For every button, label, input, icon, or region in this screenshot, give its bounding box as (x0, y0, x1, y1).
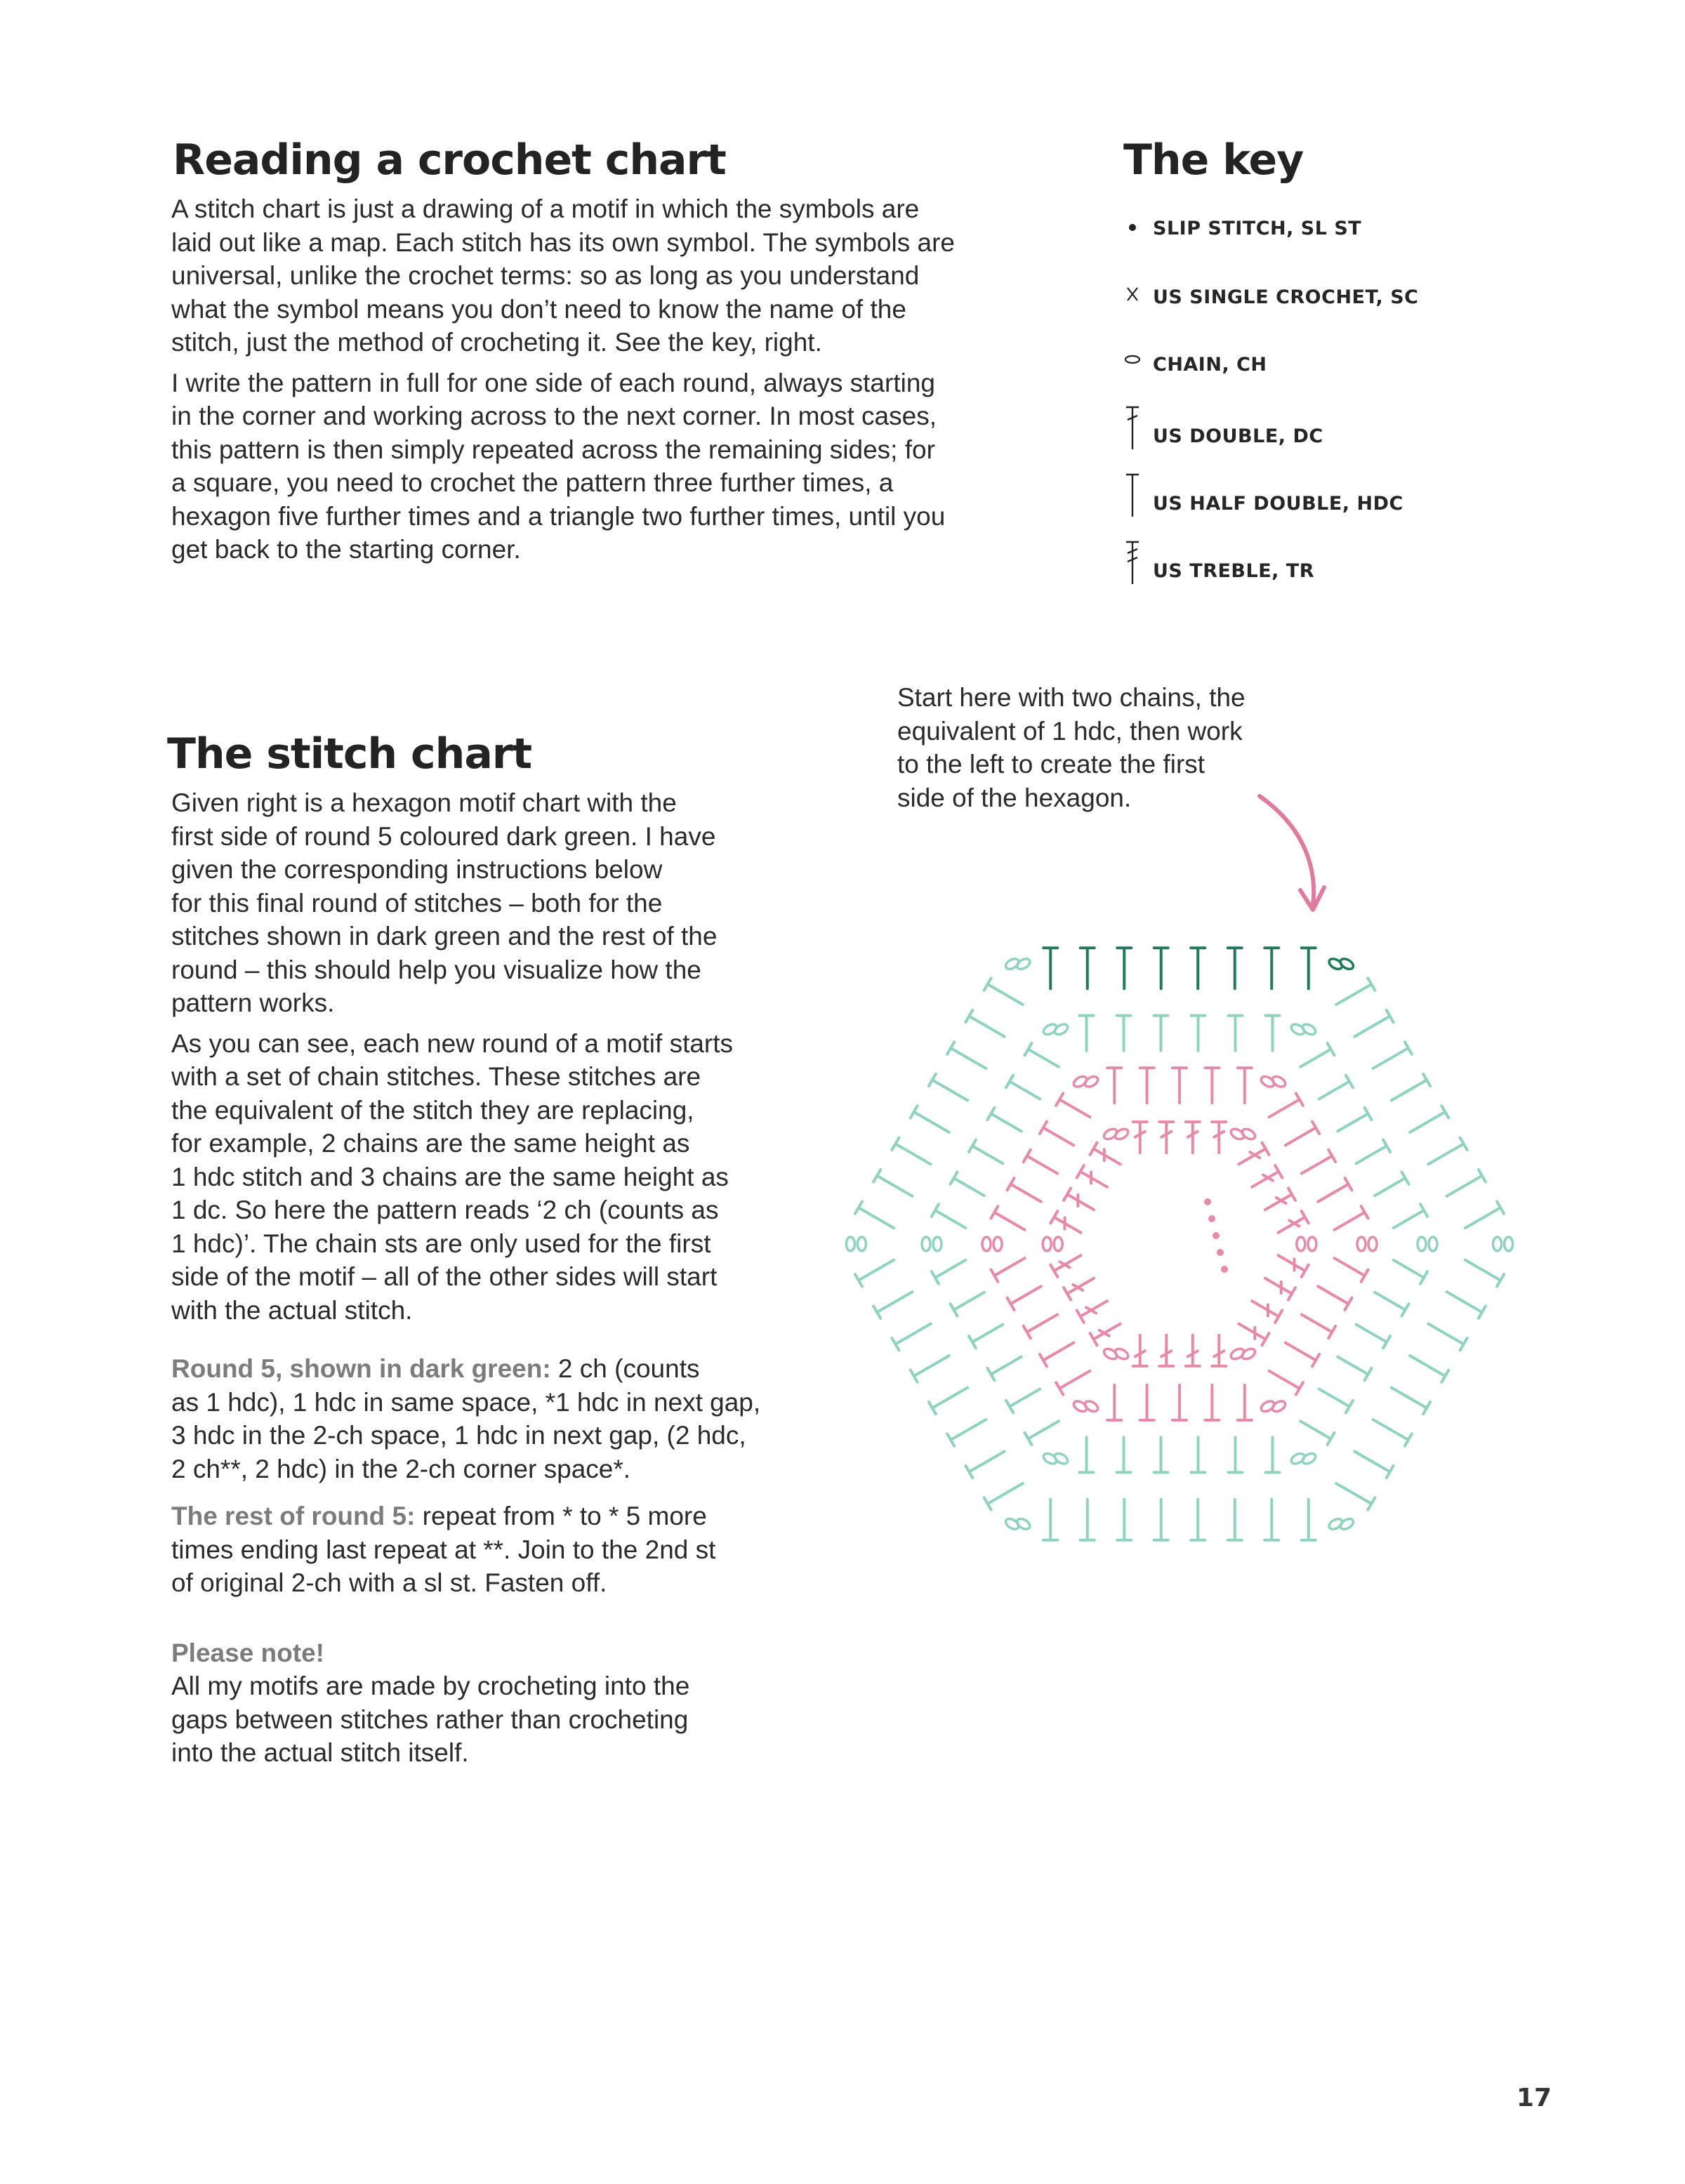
stitch-symbol (1117, 1016, 1131, 1051)
stitch-symbol (1410, 1356, 1448, 1382)
stitch-symbol (1117, 1437, 1131, 1472)
stitch-symbol (1212, 1335, 1226, 1366)
chain-symbol (933, 1237, 941, 1251)
rest-of-round-5: The rest of round 5: repeat from * to * 5 more times ending last repeat at **. Join to the 2nd st of original 2-ch with a sl st. Fasten off. (171, 1502, 716, 1597)
stitch-symbol (1354, 1452, 1393, 1478)
stitch-symbol (873, 1292, 912, 1318)
stitch-symbol (1117, 948, 1131, 988)
stitch-symbol (1373, 1042, 1412, 1068)
stitch-symbol (947, 1042, 986, 1068)
reading-chart-body (171, 192, 986, 574)
stitch-symbol (1140, 1385, 1154, 1420)
slip-stitch-dot (1221, 1266, 1228, 1273)
stitch-symbol (1447, 1292, 1486, 1318)
stitch-symbol (1334, 1206, 1368, 1230)
stitch-symbol (1300, 1421, 1334, 1445)
stitch-symbol (1191, 948, 1205, 988)
stitch-symbol (1024, 1043, 1058, 1067)
key-list (1122, 215, 1473, 594)
page-number: 17 (1516, 2084, 1552, 2112)
stitch-symbol (1081, 1500, 1095, 1540)
stitch-symbol (1354, 1010, 1393, 1037)
stitch-symbol (1107, 1385, 1121, 1420)
stitch-symbol (1077, 1301, 1107, 1323)
stitch-symbol (984, 978, 1023, 1005)
stitch-symbol (1080, 1016, 1094, 1051)
start-here-callout: Start here with two chains, the equivalent of 1 hdc, then work to the left to create the first side of the hexagon. (897, 683, 1245, 812)
chain-symbol (1368, 1237, 1377, 1251)
stitch-symbol (1229, 1016, 1243, 1051)
stitch-symbol (965, 1452, 1004, 1478)
stitch-symbol (1040, 1343, 1073, 1367)
stitch-symbol (950, 1172, 984, 1196)
stitch-symbol (1107, 1068, 1121, 1103)
stitch-symbol (1302, 1314, 1335, 1338)
stitch-symbol (987, 1357, 1021, 1381)
stitch-symbol (1154, 1437, 1168, 1472)
stitch-symbol (1081, 948, 1095, 988)
stitch-symbol (1447, 1170, 1486, 1196)
stitch-symbol (855, 1202, 894, 1229)
stitch-symbol (1394, 1260, 1427, 1284)
stitch-symbol (1154, 1016, 1168, 1051)
stitch-symbol (1080, 1437, 1094, 1472)
stitch-symbol (950, 1292, 984, 1316)
key-item-half-double: US HALF DOUBLE, HDC (1122, 472, 1445, 528)
chain-symbol (1429, 1237, 1437, 1251)
stitch-symbol (1465, 1260, 1504, 1287)
stitch-symbol (991, 1258, 1024, 1282)
stitch-symbol (1077, 1165, 1107, 1187)
stitch-symbol (1186, 1122, 1200, 1153)
stitch-symbol (1337, 1357, 1371, 1381)
stitch-symbol (1043, 948, 1057, 988)
slip-stitch-dot (1212, 1232, 1220, 1239)
stitch-symbol (1043, 1500, 1057, 1540)
stitch-symbol (1319, 1389, 1353, 1413)
chain-symbol (993, 1237, 1002, 1251)
stitch-symbol (1191, 1500, 1205, 1540)
stitch-symbol (1090, 1143, 1121, 1165)
stitch-symbol (1186, 1335, 1200, 1366)
stitch-symbol (1269, 1094, 1303, 1118)
key-title: The key (1123, 135, 1304, 185)
chain-symbol (922, 1237, 930, 1251)
stitch-symbol (1007, 1178, 1040, 1202)
stitch-symbol (1212, 1122, 1226, 1153)
key-item-slip-stitch: SLIP STITCH, SL ST (1122, 215, 1445, 257)
stitch-symbol (1336, 1483, 1375, 1510)
stitch-symbol (1159, 1335, 1173, 1366)
stitch-symbol (1006, 1389, 1040, 1413)
stitch-symbol (991, 1206, 1024, 1230)
stitch-symbol (1238, 1068, 1252, 1103)
stitch-symbol (1172, 1385, 1187, 1420)
double-crochet-icon (1122, 404, 1143, 457)
slip-stitch-dot (1217, 1249, 1224, 1256)
stitch-layer (846, 948, 1512, 1540)
stitch-symbol (1394, 1204, 1427, 1228)
stitch-symbol (929, 1074, 967, 1101)
stitch-symbol (1064, 1189, 1094, 1210)
stitch-symbol (1056, 1094, 1090, 1118)
stitch-symbol (1007, 1286, 1040, 1310)
chain-symbol (846, 1237, 854, 1251)
stitch-symbol (1269, 1371, 1303, 1395)
stitch-symbol (1392, 1388, 1430, 1415)
stitch-symbol (1238, 1385, 1252, 1420)
stitch-symbol (1356, 1140, 1390, 1164)
single-crochet-x-icon (1122, 284, 1143, 311)
stitch-symbol (911, 1106, 949, 1132)
stitch-symbol (1278, 1255, 1309, 1277)
stitch-symbol (1375, 1292, 1408, 1316)
stitch-symbol (1006, 1076, 1040, 1099)
stitch-symbol (1117, 1500, 1131, 1540)
stitch-symbol (1410, 1106, 1448, 1132)
please-note: Please note! All my motifs are made by crocheting into the gaps between stitches rather than crocheting into the actual stitch itself. (171, 1638, 690, 1767)
key-item-chain: CHAIN, CH (1122, 351, 1445, 393)
slip-stitch-dot-icon (1122, 215, 1143, 242)
stitch-symbol (911, 1356, 949, 1382)
stitch-symbol (929, 1388, 967, 1415)
stitch-paragraph-2: As you can see, each new round of a motif starts with a set of chain stitches. These stitches are the equivalent of the stitch they are replacing, for example, 2 chains are the same height as 1 hdc stitch and 3 chains are the same height as 1 dc. So here the pattern reads ‘2 ch (counts as 1 hdc)’. The chain sts are only used for the first side of the motif – all of the other sides will start with the actual stitch. (171, 1028, 734, 1325)
stitch-symbol (1318, 1286, 1352, 1310)
stitch-symbol (1252, 1301, 1282, 1323)
chain-symbol (982, 1237, 991, 1251)
stitch-symbol (1133, 1122, 1147, 1153)
chain-symbol (1493, 1237, 1502, 1251)
stitch-symbol (1090, 1324, 1121, 1346)
stitch-symbol (1050, 1211, 1081, 1233)
stitch-symbol (1154, 1500, 1168, 1540)
stitch-symbol (1428, 1138, 1467, 1165)
stitch-symbol (1465, 1202, 1504, 1229)
stitch-symbol (1264, 1500, 1278, 1540)
stitch-symbol (855, 1260, 894, 1287)
stitch-symbol (1205, 1068, 1219, 1103)
half-double-crochet-icon (1122, 472, 1143, 524)
stitch-symbol (932, 1260, 965, 1284)
key-item-single-crochet: US SINGLE CROCHET, SC (1122, 284, 1445, 326)
stitch-symbol (947, 1419, 986, 1446)
stitch-symbol (1024, 1314, 1057, 1338)
stitch-symbol (1265, 1189, 1295, 1210)
hexagon-stitch-chart (800, 786, 1587, 1587)
stitch-symbol (1205, 1385, 1219, 1420)
stitch-symbol (1191, 1437, 1205, 1472)
slip-stitch-dot (1204, 1198, 1211, 1205)
chain-symbol (1308, 1237, 1316, 1251)
chain-symbol (1297, 1237, 1305, 1251)
key-item-treble: US TREBLE, TR (1122, 539, 1445, 595)
chain-oval-icon (1122, 351, 1143, 378)
stitch-symbol (1302, 948, 1316, 988)
stitch-symbol (969, 1325, 1003, 1349)
chain-symbol (857, 1237, 866, 1251)
stitch-symbol (1278, 1211, 1309, 1233)
stitch-symbol (1266, 1016, 1280, 1051)
stitch-symbol (1024, 1150, 1057, 1174)
stitch-symbol (932, 1204, 965, 1228)
start-arrow-icon (1260, 796, 1314, 906)
stitch-symbol (1319, 1076, 1353, 1099)
stitch-symbol (1336, 978, 1375, 1005)
reading-chart-title: Reading a crochet chart (173, 135, 726, 185)
stitch-symbol (1302, 1150, 1335, 1174)
reading-paragraph-1: A stitch chart is just a drawing of a motif in which the symbols are laid out like a map. Each stitch has its own symbol. The symbols are universal, unlike the crochet terms: so as long as you understand what the symbol means you don’t need to know the name of the stitch, just the method of crocheting it. See the key, right. (171, 194, 955, 357)
stitch-symbol (1286, 1122, 1319, 1146)
stitch-paragraph-1: Given right is a hexagon motif chart with the first side of round 5 coloured dark green. I have given the corresponding instructions below for this final round of stitches – both for the stitches shown in dark green and the rest of the round – this should help you visualize how the pattern works. (171, 788, 718, 1017)
chain-symbol (1505, 1237, 1513, 1251)
stitch-symbol (1228, 948, 1242, 988)
chain-symbol (1418, 1237, 1426, 1251)
stitch-symbol (1375, 1172, 1408, 1196)
stitch-symbol (1050, 1255, 1081, 1277)
stitch-symbol (1318, 1178, 1352, 1202)
stitch-symbol (1040, 1122, 1073, 1146)
treble-crochet-icon (1122, 539, 1143, 592)
chain-symbol (1357, 1237, 1366, 1251)
stitch-symbol (1238, 1324, 1269, 1346)
slip-stitch-dot (1208, 1215, 1215, 1222)
stitch-symbol (1229, 1437, 1243, 1472)
stitch-symbol (1024, 1421, 1058, 1445)
stitch-symbol (1300, 1043, 1334, 1067)
stitch-symbol (1302, 1500, 1316, 1540)
stitch-chart-body (171, 786, 789, 1777)
stitch-symbol (1428, 1324, 1467, 1351)
stitch-symbol (1337, 1108, 1371, 1132)
chain-symbol (1043, 1237, 1051, 1251)
stitch-symbol (1286, 1343, 1319, 1367)
stitch-symbol (1154, 948, 1168, 988)
stitch-symbol (1356, 1325, 1390, 1349)
stitch-symbol (1266, 1437, 1280, 1472)
stitch-symbol (965, 1010, 1004, 1037)
stitch-symbol (1252, 1165, 1282, 1187)
stitch-symbol (987, 1108, 1021, 1132)
stitch-symbol (1133, 1335, 1147, 1366)
stitch-symbol (873, 1170, 912, 1196)
reading-paragraph-2: I write the pattern in full for one side of each round, always starting in the corner and working across to the next corner. In most cases, this pattern is then simply repeated across the remaining sides; for a square, you need to crochet the pattern three further times, a hexagon five further times and a triangle two further times, until you get back to the starting corner. (171, 368, 946, 564)
stitch-symbol (1159, 1122, 1173, 1153)
stitch-symbol (1064, 1278, 1094, 1300)
stitch-symbol (969, 1140, 1003, 1164)
stitch-symbol (1191, 1016, 1205, 1051)
stitch-symbol (1172, 1068, 1187, 1103)
stitch-symbol (892, 1324, 930, 1351)
stitch-symbol (1056, 1371, 1090, 1395)
stitch-symbol (1392, 1074, 1430, 1101)
stitch-symbol (892, 1138, 930, 1165)
stitch-symbol (1334, 1258, 1368, 1282)
round-5-instructions: Round 5, shown in dark green: 2 ch (counts as 1 hdc), 1 hdc in same space, *1 hdc in next gap, 3 hdc in the 2-ch space, 1 hdc in next gap, (2 hdc, 2 ch**, 2 hdc) in the 2-ch corner space*. (171, 1354, 761, 1483)
stitch-symbol (1238, 1143, 1269, 1165)
stitch-symbol (1373, 1419, 1412, 1446)
key-item-double: US DOUBLE, DC (1122, 404, 1445, 461)
stitch-symbol (1140, 1068, 1154, 1103)
stitch-symbol (1265, 1278, 1295, 1300)
stitch-chart-title: The stitch chart (167, 729, 532, 779)
chain-symbol (1054, 1237, 1062, 1251)
stitch-symbol (984, 1483, 1023, 1510)
stitch-symbol (1264, 948, 1278, 988)
stitch-symbol (1228, 1500, 1242, 1540)
